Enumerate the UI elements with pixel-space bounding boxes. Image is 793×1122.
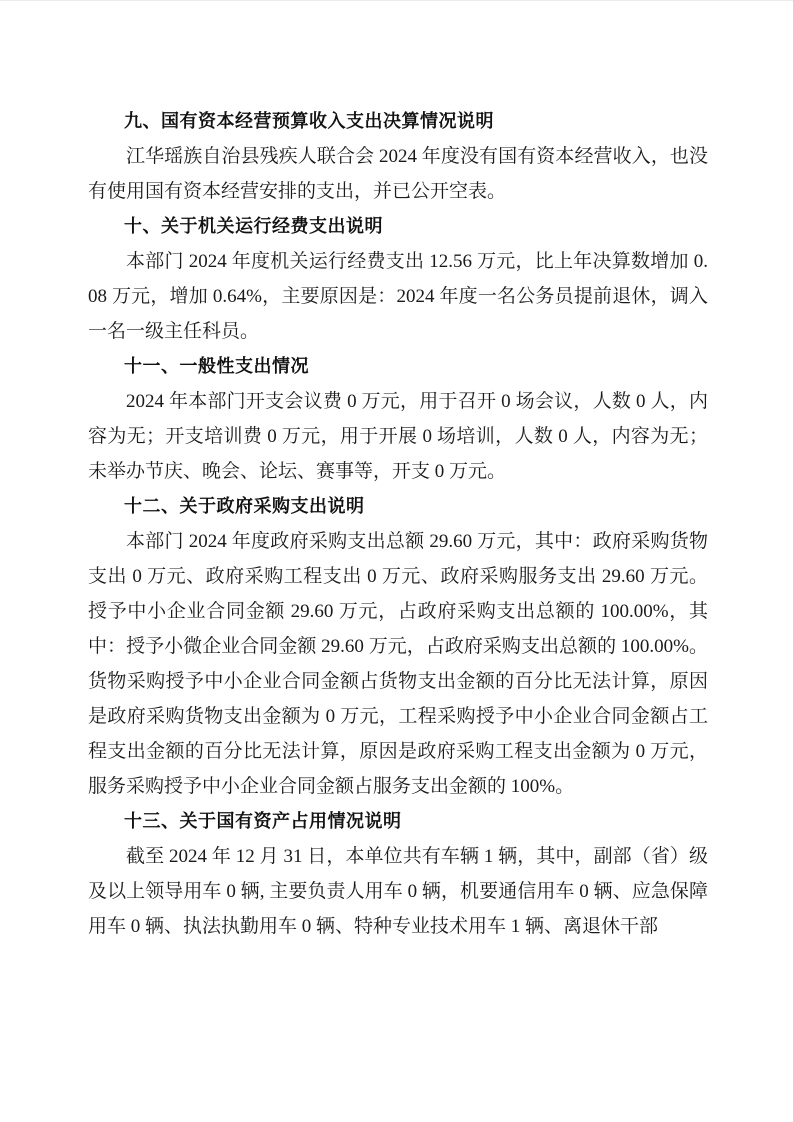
section-state-asset-occupancy — [88, 804, 708, 944]
section-paragraph: 本部门 2024 年度机关运行经费支出 12.56 万元，比上年决算数增加 0.08 万元，增加 0.64%，主要原因是：2024 年度一名公务员提前退休，调入一名一级主任科员。 — [88, 251, 708, 342]
section-heading: 十、关于机关运行经费支出说明 — [124, 216, 383, 236]
section-heading: 十三、关于国有资产占用情况说明 — [124, 811, 402, 831]
section-heading: 九、国有资本经营预算收入支出决算情况说明 — [124, 111, 494, 131]
section-government-procurement — [88, 489, 708, 804]
document-page — [88, 104, 708, 944]
section-heading: 十一、一般性支出情况 — [124, 356, 309, 376]
section-paragraph: 江华瑶族自治县残疾人联合会 2024 年度没有国有资本经营收入，也没有使用国有资本经营安排的支出，并已公开空表。 — [88, 146, 708, 202]
section-paragraph: 截至 2024 年 12 月 31 日，本单位共有车辆 1 辆，其中，副部（省）级及以上领导用车 0 辆, 主要负责人用车 0 辆，机要通信用车 0 辆、应急保障用车 0 辆、执法执勤用车 0 辆、特种专业技术用车 1 辆、离退休干部 — [88, 846, 708, 937]
section-general-expenditures — [88, 349, 708, 489]
section-paragraph: 2024 年本部门开支会议费 0 万元，用于召开 0 场会议，人数 0 人，内容为无；开支培训费 0 万元，用于开展 0 场培训，人数 0 人，内容为无；未举办节庆、晚会、论坛、赛事等，开支 0 万元。 — [88, 391, 708, 482]
section-paragraph: 本部门 2024 年度政府采购支出总额 29.60 万元，其中：政府采购货物支出 0 万元、政府采购工程支出 0 万元、政府采购服务支出 29.60 万元。授予中小企业合同金额 29.60 万元，占政府采购支出总额的 100.00%，其中：授予小微企业合同金额 29.60 万元，占政府采购支出总额的 100.00%。货物采购授予中小企业合同金额占货物支出金额的百分比无法计算，原因是政府采购货物支出金额为 0 万元，工程采购授予中小企业合同金额占工程支出金额的百分比无法计算，原因是政府采购工程支出金额为 0 万元，服务采购授予中小企业合同金额占服务支出金额的 100%。 — [88, 531, 708, 797]
section-state-capital-budget — [88, 104, 708, 209]
section-agency-operating-expenses — [88, 209, 708, 349]
section-heading: 十二、关于政府采购支出说明 — [124, 496, 365, 516]
